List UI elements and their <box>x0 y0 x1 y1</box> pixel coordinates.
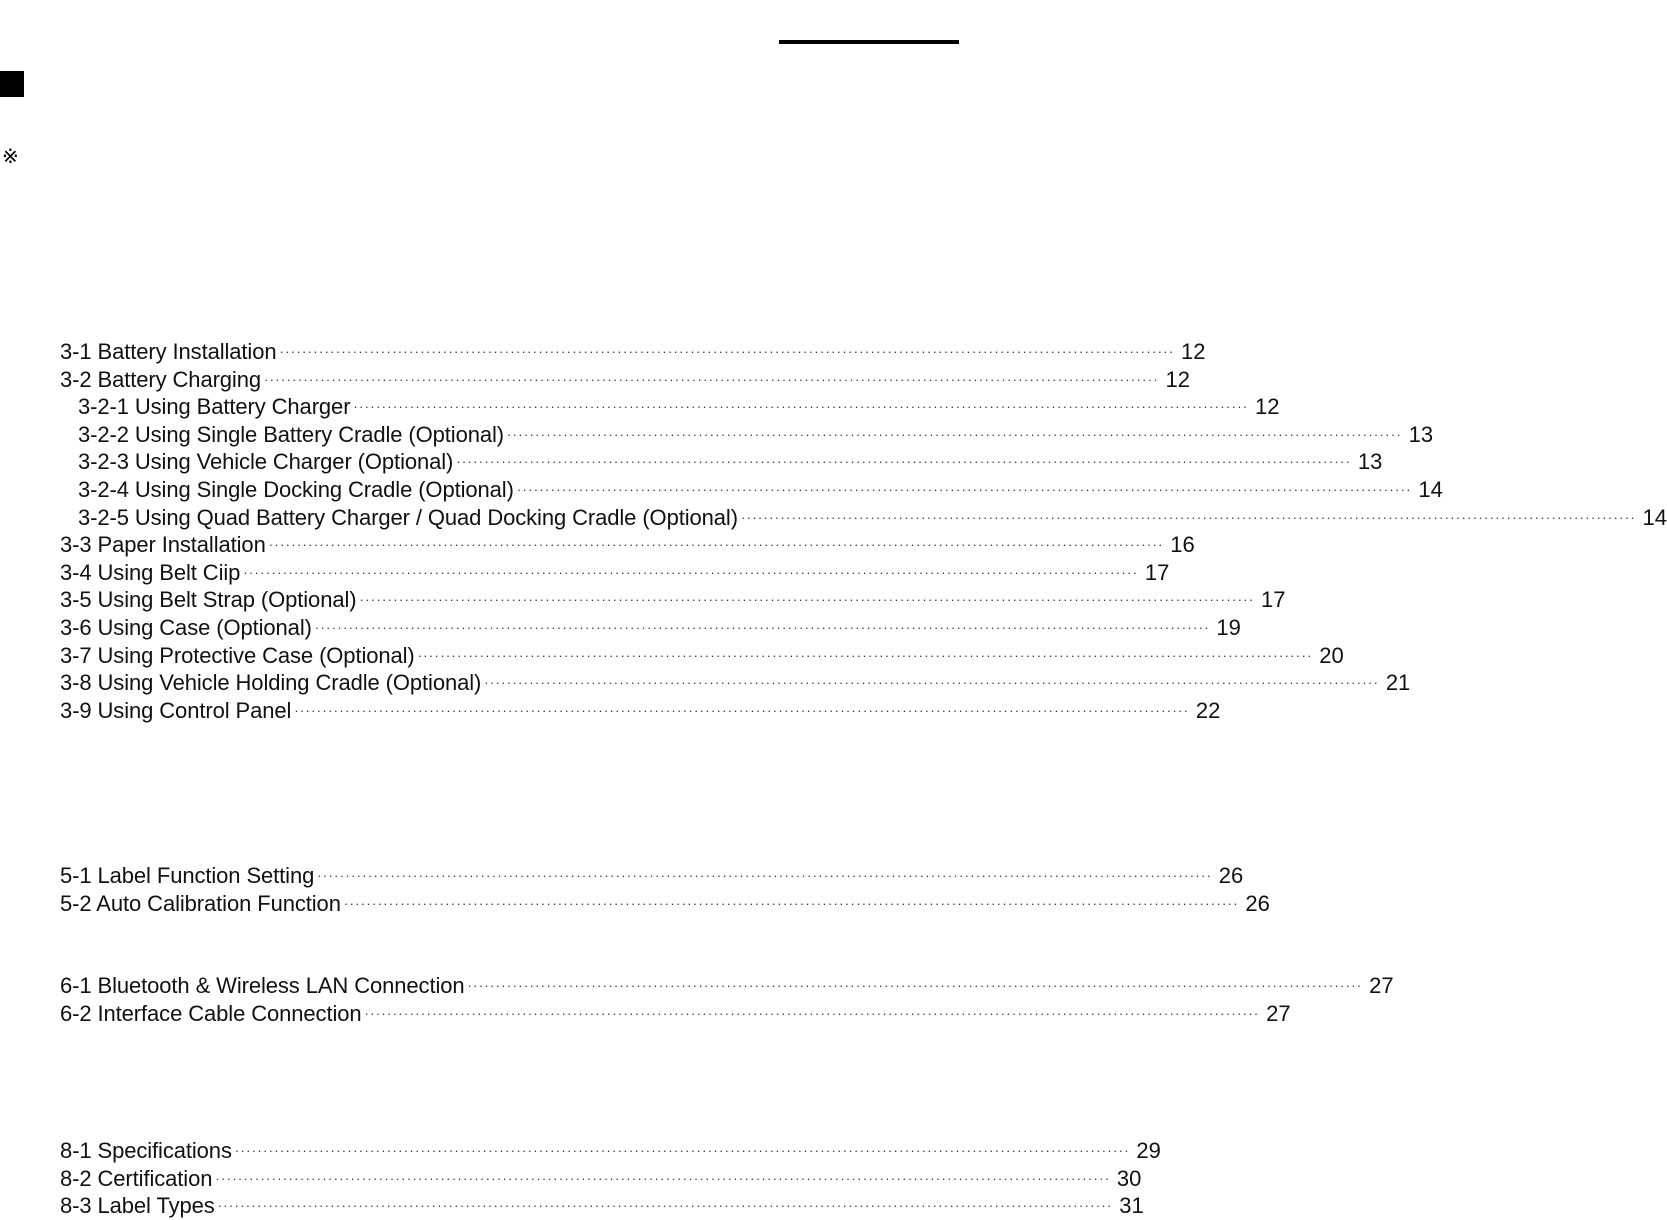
toc-entry-title: 3-7 Using Protective Case (Optional) <box>60 642 415 668</box>
toc-dot-leader: ······························································································································································· <box>217 1198 1113 1214</box>
toc-entry[interactable] <box>60 366 1191 394</box>
toc-entry-title: 6-2 Interface Cable Connection <box>60 1000 362 1026</box>
toc-dot-leader: ······························································································································································· <box>456 454 1352 470</box>
toc-entry[interactable] <box>60 862 1244 890</box>
toc-entry-page-number: 14 <box>1418 476 1443 502</box>
toc-entry[interactable] <box>60 531 1195 559</box>
toc-entry-title: 3-4 Using Belt Ciip <box>60 559 241 585</box>
toc-entry[interactable] <box>60 642 1344 670</box>
toc-dot-leader: ······························································································································································· <box>343 895 1239 911</box>
toc-entry[interactable] <box>60 1165 1142 1193</box>
toc-dot-leader: ······························································································································································· <box>507 426 1403 442</box>
toc-dot-leader: ······························································································································································· <box>317 868 1213 883</box>
toc-entry[interactable] <box>60 1000 1291 1028</box>
toc-entry[interactable] <box>60 1192 1144 1220</box>
toc-entry-page-number: 30 <box>1116 1165 1142 1191</box>
toc-dot-leader: ······························································································································································· <box>467 978 1363 993</box>
toc-entry-page-number: 17 <box>1261 587 1286 613</box>
toc-entry-title: 3-2-5 Using Quad Battery Charger / Quad Docking Cradle (Optional) <box>78 504 738 530</box>
toc-dot-leader: ······························································································································································· <box>417 647 1313 663</box>
toc-dot-leader: ······························································································································································· <box>314 619 1210 635</box>
toc-dot-leader: ······························································································································································· <box>268 537 1164 553</box>
toc-entry-title: 3-1 Battery Installation <box>60 339 277 364</box>
toc-group-chapter3 <box>60 338 1667 724</box>
toc-entry-title: 8-2 Certification <box>60 1165 213 1191</box>
toc-entry[interactable] <box>60 448 1383 476</box>
toc-group-chapter5 <box>60 862 1270 917</box>
toc-entry[interactable] <box>60 614 1241 642</box>
toc-entry-page-number: 29 <box>1136 1138 1161 1163</box>
toc-entry-page-number: 12 <box>1181 339 1206 364</box>
header-rule <box>779 40 959 44</box>
toc-dot-leader: ······························································································································································· <box>484 675 1380 691</box>
toc-entry[interactable] <box>60 669 1411 697</box>
toc-dot-leader: ······························································································································································· <box>243 564 1139 580</box>
toc-entry-title: 8-3 Label Types <box>60 1193 215 1219</box>
toc-entry[interactable] <box>60 972 1394 1000</box>
toc-entry[interactable] <box>60 559 1170 587</box>
toc-entry-page-number: 27 <box>1369 973 1394 998</box>
toc-entry-title: 5-2 Auto Calibration Function <box>60 890 341 916</box>
toc-dot-leader: ······························································································································································· <box>294 702 1190 718</box>
toc-entry-title: 3-9 Using Control Panel <box>60 697 292 723</box>
toc-entry[interactable] <box>60 1137 1161 1165</box>
toc-entry[interactable] <box>60 476 1443 504</box>
toc-entry-title: 3-2 Battery Charging <box>60 366 261 392</box>
toc-dot-leader: ······························································································································································· <box>215 1170 1111 1186</box>
toc-entry-title: 5-1 Label Function Setting <box>60 863 315 888</box>
toc-entry[interactable] <box>60 586 1286 614</box>
toc-entry-page-number: 22 <box>1195 697 1221 723</box>
toc-entry-title: 3-6 Using Case (Optional) <box>60 614 312 640</box>
toc-entry-page-number: 31 <box>1119 1193 1144 1219</box>
toc-entry-page-number: 13 <box>1357 449 1383 475</box>
toc-entry[interactable] <box>60 504 1667 532</box>
toc-entry-title: 6-1 Bluetooth & Wireless LAN Connection <box>60 973 465 998</box>
toc-entry-page-number: 14 <box>1642 504 1667 530</box>
toc-entry-page-number: 19 <box>1216 614 1241 640</box>
toc-entry[interactable] <box>60 421 1434 449</box>
toc-entry-page-number: 16 <box>1170 532 1195 558</box>
toc-entry-title: 8-1 Specifications <box>60 1138 232 1163</box>
toc-entry-page-number: 27 <box>1266 1000 1291 1026</box>
toc-dot-leader: ······························································································································································· <box>516 481 1412 497</box>
section-marker <box>0 71 24 97</box>
toc-entry[interactable] <box>60 338 1206 366</box>
toc-entry-title: 3-2-4 Using Single Docking Cradle (Optional) <box>78 476 514 502</box>
toc-entry-page-number: 17 <box>1144 559 1170 585</box>
toc-dot-leader: ······························································································································································· <box>279 344 1175 359</box>
toc-entry-title: 3-2-3 Using Vehicle Charger (Optional) <box>78 449 454 475</box>
toc-entry-page-number: 13 <box>1408 421 1434 447</box>
reference-mark-icon: ※ <box>2 146 19 168</box>
toc-entry-page-number: 20 <box>1319 642 1344 668</box>
toc-dot-leader: ······························································································································································· <box>234 1143 1130 1158</box>
toc-entry-page-number: 12 <box>1254 394 1280 420</box>
toc-entry-page-number: 26 <box>1245 890 1270 916</box>
toc-dot-leader: ······························································································································································· <box>353 399 1249 415</box>
toc-entry-page-number: 21 <box>1385 670 1411 696</box>
toc-group-chapter8 <box>60 1137 1161 1220</box>
toc-entry[interactable] <box>60 393 1280 421</box>
toc-entry-title: 3-5 Using Belt Strap (Optional) <box>60 587 357 613</box>
toc-dot-leader: ······························································································································································· <box>264 371 1160 387</box>
toc-dot-leader: ······························································································································································· <box>359 592 1255 608</box>
toc-group-chapter6 <box>60 972 1394 1027</box>
toc-entry-page-number: 26 <box>1218 863 1244 888</box>
toc-entry[interactable] <box>60 890 1270 918</box>
toc-dot-leader: ······························································································································································· <box>364 1005 1260 1021</box>
toc-entry-title: 3-2-2 Using Single Battery Cradle (Optional) <box>78 421 505 447</box>
toc-entry[interactable] <box>60 697 1221 725</box>
toc-dot-leader: ······························································································································································· <box>740 509 1636 525</box>
toc-entry-title: 3-2-1 Using Battery Charger <box>78 394 351 420</box>
toc-entry-title: 3-8 Using Vehicle Holding Cradle (Optional) <box>60 670 482 696</box>
toc-entry-page-number: 12 <box>1165 366 1191 392</box>
toc-entry-title: 3-3 Paper Installation <box>60 532 266 558</box>
